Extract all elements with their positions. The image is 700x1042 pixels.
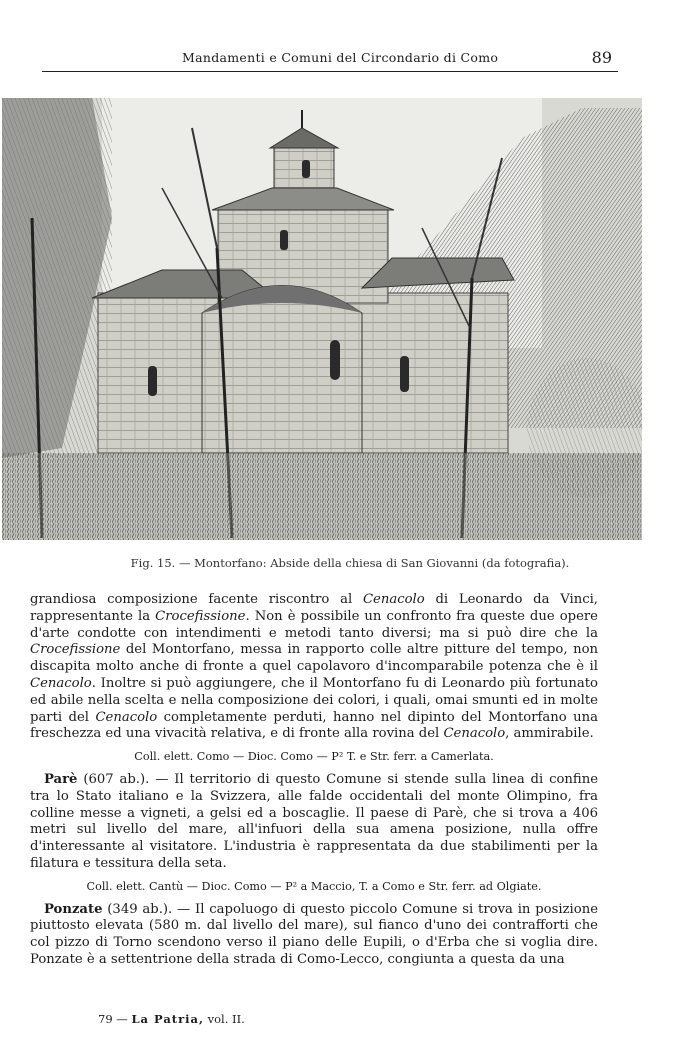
entry-heading: Ponzate <box>44 901 103 917</box>
text-run: completamente perduti, hanno nel dipinto del Montorfano una freschezza ed una vivacità relativa, e di fronte alla rovina del <box>30 709 598 742</box>
text-run: , ammirabile. <box>505 726 594 742</box>
text-run: di Leonardo da Vinci, rappresentante la <box>30 592 598 624</box>
entry-text: (607 ab.). — Il territorio di questo Comune si stende sulla linea di confine tra lo Stato italiano e la Svizzera, alle falde occidentali del monte Olimpino, fra colline messe a vigneti, a gelsi ed a boscaglie. Il paese di Parè, che si trova a 406 metri sul livello del mare, all'infuori della sua amena posizione, nulla offre d'interessante al visitatore. L'industria è rappresentata da due stabilimenti per la filatura e tessitura della seta. <box>30 771 598 871</box>
italic-run: Cenacolo <box>30 675 92 691</box>
text-run: . Inoltre si può aggiungere, che il Montorfano fu di Leonardo più fortunato ed abile nella scelta e nella composizione dei colori, i quali, omai smunti ed in molte parti del <box>30 675 598 725</box>
figure-caption: Fig. 15. — Montorfano: Abside della chiesa di San Giovanni (da fotografia). <box>130 556 570 570</box>
text-run: . Non è possibile un confronto fra queste due opere d'arte condotte con intendimenti e metodi tanto diversi; ma si può dire che la <box>30 608 598 641</box>
page-footer <box>98 1012 245 1026</box>
entry-heading: Parè <box>44 771 78 787</box>
paragraph-pare <box>30 772 598 873</box>
header-rule <box>42 71 618 72</box>
running-title: Mandamenti e Comuni del Circondario di Como <box>182 50 499 65</box>
signature-number: 79 <box>98 1012 113 1026</box>
italic-run: Crocefissione <box>155 608 246 624</box>
body-text <box>30 592 598 969</box>
italic-run: Cenacolo <box>95 709 158 725</box>
engraving-figure <box>2 98 642 540</box>
signature-dash: — <box>116 1012 128 1026</box>
italic-run: Cenacolo <box>443 726 506 742</box>
volume-label: vol. II. <box>207 1012 245 1026</box>
page-number: 89 <box>591 48 612 67</box>
running-header <box>42 44 618 70</box>
italic-run: Crocefissione <box>30 642 121 658</box>
collegio-line-como: Coll. elett. Como — Dioc. Como — P² T. e Str. ferr. a Camerlata. <box>134 750 494 764</box>
entry-text: (349 ab.). — Il capoluogo di questo piccolo Comune si trova in posizione piuttosto elevata (580 m. dal livello del mare), sul fianco d'uno dei contrafforti che col pizzo di Torno scendono verso il piano delle Eupili, o d'Erba che si voglia dire. Ponzate è a settentrione della strada di Como-Lecco, congiunta a questa da una <box>30 901 598 967</box>
paragraph-montorfano <box>30 592 598 743</box>
paragraph-ponzate <box>30 902 598 969</box>
series-title: La Patria, <box>131 1012 204 1026</box>
church-apse-engraving <box>2 98 642 540</box>
italic-run: Cenacolo <box>362 592 425 607</box>
collegio-line-cantu: Coll. elett. Cantù — Dioc. Como — P² a Maccio, T. a Como e Str. ferr. ad Olgiate. <box>86 879 542 893</box>
text-run: grandiosa composizione facente riscontro al <box>30 592 363 607</box>
text-run: del Montorfano, messa in rapporto colle altre pitture del tempo, non discapita molto anche di fronte a quel capolavoro d'incomparabile potenza che è il <box>30 642 598 675</box>
